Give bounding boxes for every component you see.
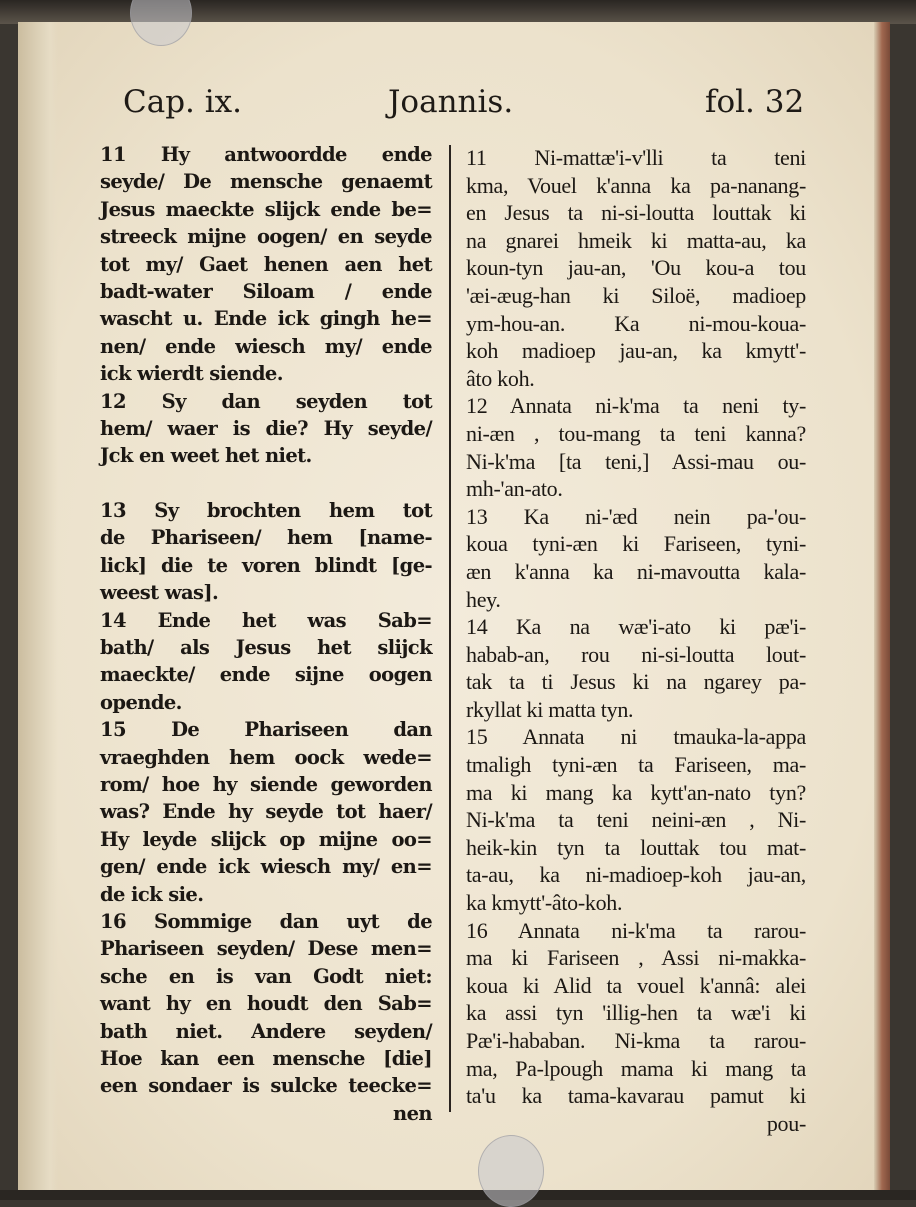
text-line: nen [393,1101,432,1125]
book-title: Joannis. [388,84,514,120]
text-line: Ni-k'ma [ta teni,] Assi-mau ou- [466,448,806,474]
text-line: pou- [766,1110,806,1136]
text-line: ta'u ka tama-kavarau pamut ki [466,1083,806,1109]
text-line: âto koh. [466,365,535,391]
text-line: 16 Sommige dan uyt de [100,909,432,933]
text-line: na gnarei hmeik ki matta-au, ka [466,227,806,253]
text-line: en Jesus ta ni-si-loutta louttak ki [466,200,806,226]
text-line: tot my/ Gaet henen aen het [100,252,432,276]
text-line: maeckte/ ende sijne oogen [100,663,432,687]
text-line: heik-kin tyn ta louttak tou mat- [466,834,806,860]
text-line: seyde/ De mensche genaemt [100,170,432,194]
text-line: weest was]. [100,581,219,605]
text-line: Jck en weet het niet. [100,444,312,468]
text-line: hem/ waer is die? Hy seyde/ [100,416,432,440]
text-line: 16 Annata ni-k'ma ta rarou- [466,917,806,943]
text-line: hey. [466,586,501,612]
text-line: bath/ als Jesus het slijck [100,636,432,660]
page-clip-bottom [478,1135,544,1207]
chapter-heading: Cap. ix. [123,84,243,120]
text-line: vraeghden hem oock wede= [100,745,432,769]
text-line: tak ta ti Jesus ki na ngarey pa- [466,669,806,695]
text-line: tmaligh tyni-æn ta Fariseen, ma- [466,752,806,778]
text-line: de Phariseen/ hem [name- [100,526,432,550]
text-line [100,470,432,497]
text-line: mh-'an-ato. [466,476,563,502]
text-line: ick wierdt siende. [100,362,283,386]
text-line: rom/ hoe hy siende geworden [100,772,432,796]
text-line: habab-an, rou ni-si-loutta lout- [466,641,806,667]
text-line: Ni-k'ma ta teni neini-æn , Ni- [466,807,806,833]
text-line: lick] die te voren blindt [ge- [100,553,432,577]
text-line: Hoe kan een mensche [die] [100,1046,432,1070]
text-line: ta-au, ka ni-madioep-koh jau-an, [466,862,806,888]
column-divider [449,145,451,1112]
text-line: want hy en houdt den Sab= [100,992,432,1016]
text-line: 11 Hy antwoordde ende [100,143,432,166]
text-line: 14 Ka na wæ'i-ato ki pæ'i- [466,614,806,640]
text-line: kma, Vouel k'anna ka pa-nanang- [466,172,806,198]
text-line: een sondaer is sulcke teecke= [100,1074,432,1098]
page-edge [874,22,890,1192]
text-line: nen/ ende wiesch my/ ende [100,334,432,358]
text-line: Jesus maeckte slijck ende be= [100,197,432,221]
text-line: 13 Ka ni-'æd nein pa-'ou- [466,503,806,529]
text-line: streeck mijne oogen/ en seyde [100,225,432,249]
text-line: ma ki mang ka kytt'an-nato tyn? [466,779,806,805]
text-line: ma ki Fariseen , Assi ni-makka- [466,945,806,971]
text-line: koua ki Alid ta vouel k'annâ: alei [466,972,806,998]
text-line: 15 De Phariseen dan [100,718,432,742]
text-line: 15 Annata ni tmauka-la-appa [466,724,806,750]
page-gutter [18,22,58,1192]
text-line: 14 Ende het was Sab= [100,608,432,632]
text-line: koh madioep jau-an, ka kmytt'- [466,338,806,364]
book-cover-bottom [0,1190,916,1200]
text-line: rkyllat ki matta tyn. [466,696,634,722]
text-line: gen/ ende ick wiesch my/ en= [100,855,432,879]
text-line: 12 Annata ni-k'ma ta neni ty- [466,393,806,419]
text-line: ma, Pa-lpough mama ki mang ta [466,1055,806,1081]
folio-number: fol. 32 [705,84,805,120]
text-line: Pæ'i-hababan. Ni-kma ta rarou- [466,1028,806,1053]
text-line: badt-water Siloam / ende [100,279,432,303]
text-line: koua tyni-æn ki Fariseen, tyni- [466,531,806,557]
text-line: was? Ende hy seyde tot haer/ [100,800,432,824]
text-line: ka kmytt'-âto-koh. [466,890,623,916]
text-line: ni-æn , tou-mang ta teni kanna? [466,420,806,446]
text-line: ym-hou-an. Ka ni-mou-koua- [466,310,806,336]
text-line: opende. [100,690,182,714]
text-line: ka assi tyn 'illig-hen ta wæ'i ki [466,1000,806,1026]
text-line: 11 Ni-mattæ'i-v'lli ta teni [466,145,806,170]
text-line: 'æi-æug-han ki Siloë, madioep [466,282,806,308]
text-line: sche en is van Godt niet: [100,964,432,988]
text-line: 12 Sy dan seyden tot [100,389,432,413]
text-line: wascht u. Ende ick gingh he= [100,307,432,331]
text-line: æn k'anna ka ni-mavoutta kala- [466,558,806,584]
text-line: koun-tyn jau-an, 'Ou kou-a tou [466,255,806,281]
dutch-text-column [100,141,432,1127]
text-line: de ick sie. [100,882,204,906]
text-line: bath niet. Andere seyden/ [100,1019,432,1043]
text-line: Phariseen seyden/ Dese men= [100,937,432,961]
text-line: Hy leyde slijck op mijne oo= [100,827,432,851]
formosan-text-column [466,144,806,1137]
text-line: 13 Sy brochten hem tot [100,499,432,523]
